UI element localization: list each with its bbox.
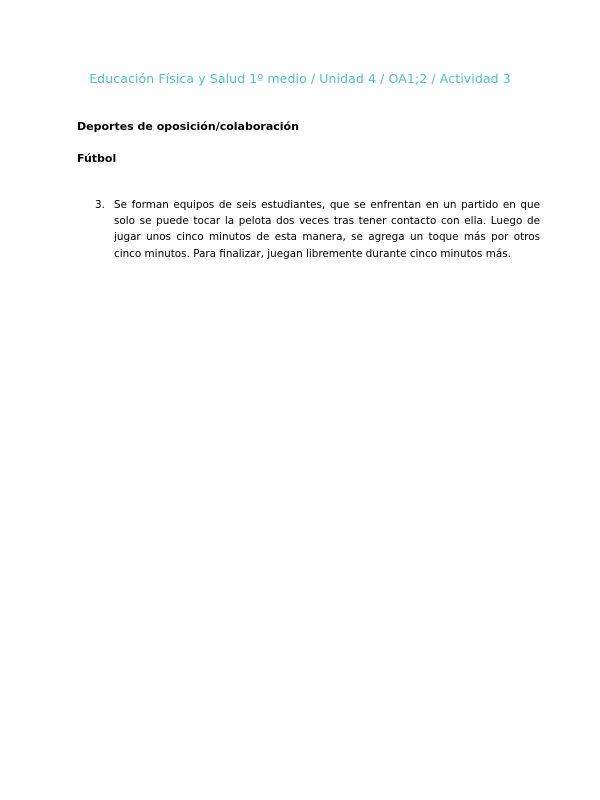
activity-text: Se forman equipos de seis estudiantes, que se enfrentan en un partido en que solo se puede tocar la pelota dos veces tras tener contacto con ella. Luego de jugar unos cinco minutos de esta manera, se agrega un toque más por otros cinco minutos. Para finalizar, juegan libremente durante cinco minutos más. xyxy=(114,199,540,260)
section-title: Deportes de oposición/colaboración xyxy=(77,120,299,133)
activity-list xyxy=(95,197,540,262)
subsection-title: Fútbol xyxy=(77,152,117,165)
page-header-breadcrumb: Educación Física y Salud 1º medio / Unidad 4 / OA1;2 / Actividad 3 xyxy=(89,71,511,86)
activity-item xyxy=(95,197,540,262)
activity-number: 3. xyxy=(95,199,105,211)
